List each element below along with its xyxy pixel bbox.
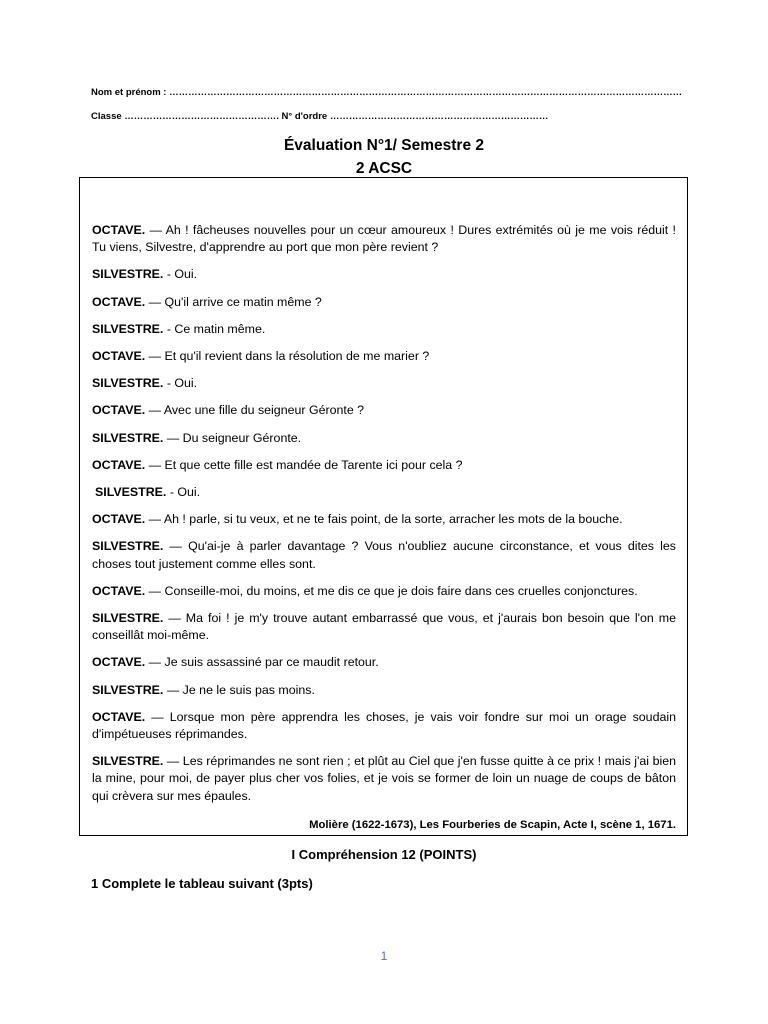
- page-number: 1: [380, 949, 388, 963]
- dialogue-line: [92, 402, 676, 419]
- line-text: — Ah ! parle, si tu veux, et ne te fais point, de la sorte, arracher les mots de la bouche.: [145, 512, 623, 527]
- line-text: - Oui.: [163, 267, 198, 282]
- dialogue-line: [92, 511, 676, 528]
- line-text: — Les réprimandes ne sont rien ; et plût au Ciel que j'en fusse quitte à ce prix ! mais j'ai bien la mine, pour moi, de payer plus cher vos folies, et je vois se former de loin un nuage de coups de bâton qui crèvera sur mes épaules.: [92, 754, 676, 803]
- dialogue-line: [92, 348, 676, 365]
- text-frame: [79, 177, 688, 836]
- speaker-name: SILVESTRE.: [92, 430, 164, 445]
- dialogue-line: [92, 222, 676, 256]
- speaker-name: SILVESTRE.: [95, 485, 167, 500]
- speaker-name: OCTAVE.: [92, 583, 146, 598]
- dialogue-line: [92, 375, 676, 392]
- class-title: 2 ACSC: [355, 160, 413, 177]
- line-text: — Lorsque mon père apprendra les choses, je vais voir fondre sur moi un orage soudain d'impétueuses réprimandes.: [92, 709, 676, 742]
- line-text: — Je suis assassiné par ce maudit retour.: [145, 655, 379, 670]
- line-text: - Oui.: [163, 376, 198, 391]
- name-field-line: Nom et prénom : ………………………………………………………………………………………………………………………………………………: [91, 87, 683, 98]
- speaker-name: OCTAVE.: [92, 512, 146, 527]
- line-text: — Conseille-moi, du moins, et me dis ce que je dois faire dans ces cruelles conjonctures.: [145, 583, 638, 598]
- speaker-name: SILVESTRE.: [92, 376, 164, 391]
- class-field-line: Classe …………………………………………. N° d'ordre ……………………………………………………………: [91, 111, 549, 122]
- line-text: — Je ne le suis pas moins.: [163, 682, 315, 697]
- speaker-name: SILVESTRE.: [92, 611, 164, 626]
- line-text: - Oui.: [166, 485, 201, 500]
- speaker-name: SILVESTRE.: [92, 754, 164, 769]
- evaluation-title: Évaluation N°1/ Semestre 2: [283, 137, 485, 154]
- section-title: I Compréhension 12 (POINTS): [291, 847, 477, 862]
- line-text: - Ce matin même.: [163, 321, 266, 336]
- speaker-name: OCTAVE.: [92, 709, 146, 724]
- dialogue-line: [92, 709, 676, 743]
- speaker-name: OCTAVE.: [92, 223, 146, 237]
- dialogue-line: [92, 753, 676, 805]
- dialogue-line: [92, 538, 676, 572]
- dialogue-line: [92, 457, 676, 474]
- speaker-name: OCTAVE.: [92, 655, 146, 670]
- speaker-name: OCTAVE.: [92, 349, 146, 364]
- dialogue-line: [92, 321, 676, 338]
- dialogue-line: [92, 266, 676, 283]
- dialogue-line: [92, 610, 676, 644]
- line-text: — Ah ! fâcheuses nouvelles pour un cœur amoureux ! Dures extrémités où je me vois réduit ! Tu viens, Silvestre, d'apprendre au port que mon père revient ?: [92, 223, 676, 255]
- dialogue-line: [92, 583, 676, 600]
- speaker-name: OCTAVE.: [92, 294, 146, 309]
- line-text: — Qu'il arrive ce matin même ?: [145, 294, 322, 309]
- speaker-name: SILVESTRE.: [92, 682, 164, 697]
- line-text: — Qu'ai-je à parler davantage ? Vous n'oubliez aucune circonstance, et vous dites les choses tout justement comme elles sont.: [92, 539, 676, 571]
- line-text: — Avec une fille du seigneur Géronte ?: [145, 403, 365, 418]
- speaker-name: OCTAVE.: [92, 403, 146, 418]
- dialogue-text: [92, 222, 676, 815]
- dialogue-line: [92, 484, 676, 501]
- speaker-name: SILVESTRE.: [92, 267, 164, 282]
- dialogue-line: [92, 430, 676, 447]
- dialogue-line: [92, 294, 676, 311]
- line-text: — Et qu'il revient dans la résolution de me marier ?: [145, 349, 430, 364]
- line-text: — Et que cette fille est mandée de Tarente ici pour cela ?: [145, 457, 463, 472]
- dialogue-line: [92, 682, 676, 699]
- source-citation: Molière (1622-1673), Les Fourberies de Scapin, Acte I, scène 1, 1671.: [309, 819, 676, 831]
- question-1: 1 Complete le tableau suivant (3pts): [91, 876, 313, 891]
- line-text: — Ma foi ! je m'y trouve autant embarrassé que vous, et j'aurais bon besoin que l'on me conseillât moi-même.: [92, 611, 676, 643]
- dialogue-line: [92, 654, 676, 671]
- speaker-name: SILVESTRE.: [92, 321, 164, 336]
- line-text: — Du seigneur Géronte.: [163, 430, 302, 445]
- speaker-name: SILVESTRE.: [92, 539, 164, 554]
- speaker-name: OCTAVE.: [92, 457, 146, 472]
